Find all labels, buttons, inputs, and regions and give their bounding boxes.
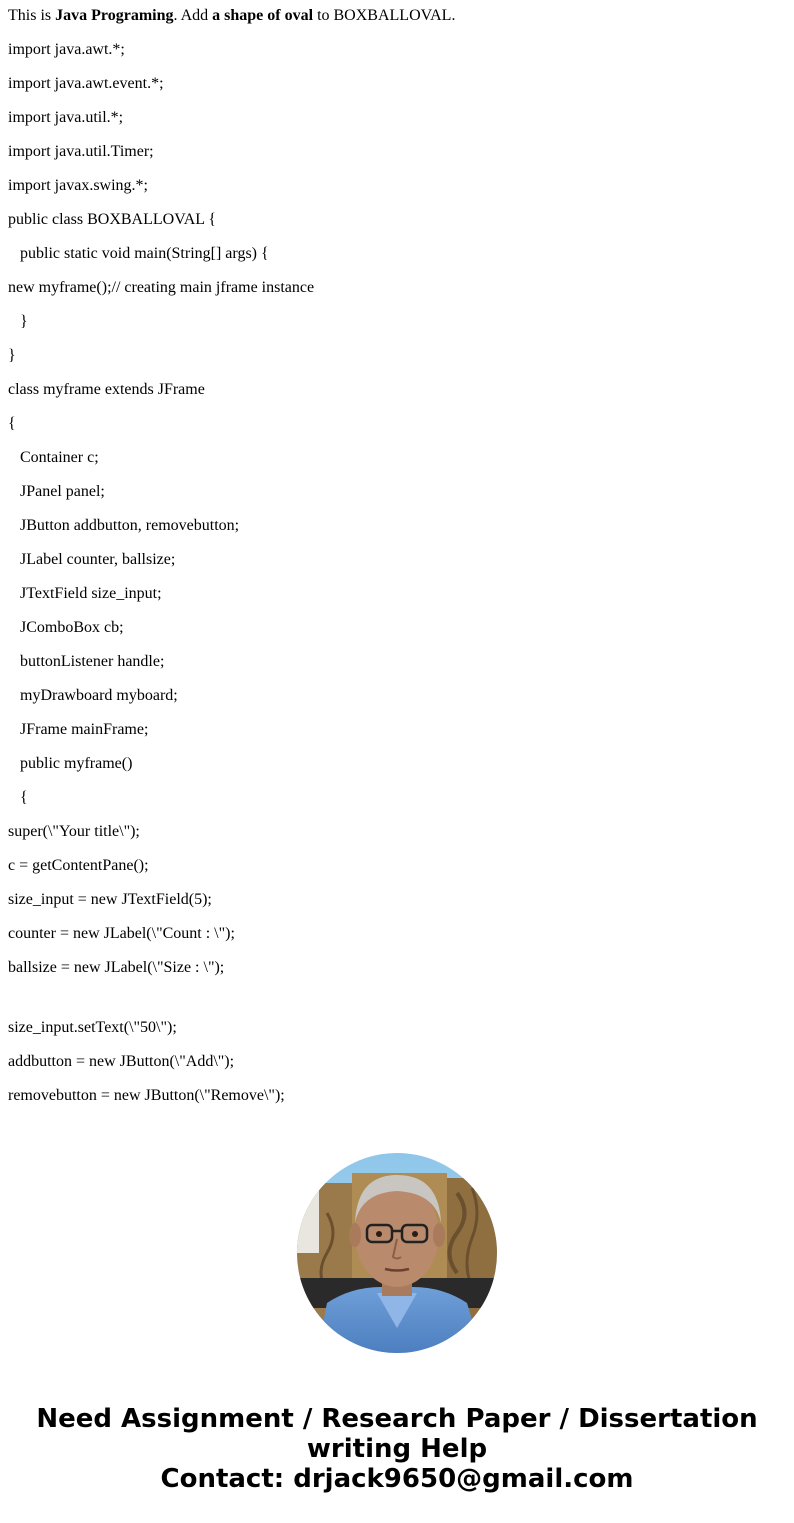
- code-line: public static void main(String[] args) {: [8, 245, 269, 262]
- code-line: new myframe();// creating main jframe instance: [8, 279, 315, 296]
- footer-contact-line: Contact: drjack9650@gmail.com: [160, 1464, 634, 1494]
- code-line: JTextField size_input;: [8, 585, 162, 602]
- code-line: buttonListener handle;: [8, 653, 165, 670]
- footer-line-2: writing Help: [306, 1434, 488, 1464]
- code-line: import java.util.Timer;: [8, 143, 154, 160]
- code-line: counter = new JLabel(\"Count : \");: [8, 925, 235, 942]
- code-line: Container c;: [8, 449, 99, 466]
- code-line: {: [8, 789, 28, 806]
- intro-middle: . Add: [173, 7, 213, 24]
- intro-paragraph: [8, 7, 786, 25]
- code-line: public class BOXBALLOVAL {: [8, 211, 217, 228]
- code-line: myDrawboard myboard;: [8, 687, 178, 704]
- code-line: public myframe(): [8, 755, 133, 772]
- code-line: JFrame mainFrame;: [8, 721, 149, 738]
- code-line: JLabel counter, ballsize;: [8, 551, 176, 568]
- code-line: super(\"Your title\");: [8, 823, 140, 840]
- intro-prefix: This is: [8, 7, 56, 24]
- code-line: import java.awt.event.*;: [8, 75, 164, 92]
- code-line: size_input = new JTextField(5);: [8, 891, 212, 908]
- code-line: addbutton = new JButton(\"Add\");: [8, 1053, 235, 1070]
- code-line: }: [8, 313, 28, 330]
- code-line: import java.awt.*;: [8, 41, 125, 58]
- code-line: JComboBox cb;: [8, 619, 124, 636]
- intro-bold-language: Java Programing: [55, 7, 174, 24]
- blank-line: [8, 993, 786, 1019]
- author-photo: [297, 1153, 497, 1353]
- intro-suffix: to BOXBALLOVAL.: [313, 7, 456, 24]
- code-line: import javax.swing.*;: [8, 177, 148, 194]
- code-line: }: [8, 347, 16, 364]
- author-portrait-image: [297, 1153, 497, 1353]
- code-line: JButton addbutton, removebutton;: [8, 517, 240, 534]
- code-line: size_input.setText(\"50\");: [8, 1019, 177, 1036]
- code-line: class myframe extends JFrame: [8, 381, 205, 398]
- code-line: import java.util.*;: [8, 109, 124, 126]
- contact-footer: [0, 1404, 794, 1494]
- code-line: JPanel panel;: [8, 483, 105, 500]
- footer-line-1: Need Assignment / Research Paper / Dissertation: [36, 1404, 758, 1434]
- code-line: removebutton = new JButton(\"Remove\");: [8, 1087, 285, 1104]
- intro-bold-shape: a shape of oval: [212, 7, 314, 24]
- code-line: {: [8, 415, 16, 432]
- code-line: c = getContentPane();: [8, 857, 149, 874]
- code-line: ballsize = new JLabel(\"Size : \");: [8, 959, 225, 976]
